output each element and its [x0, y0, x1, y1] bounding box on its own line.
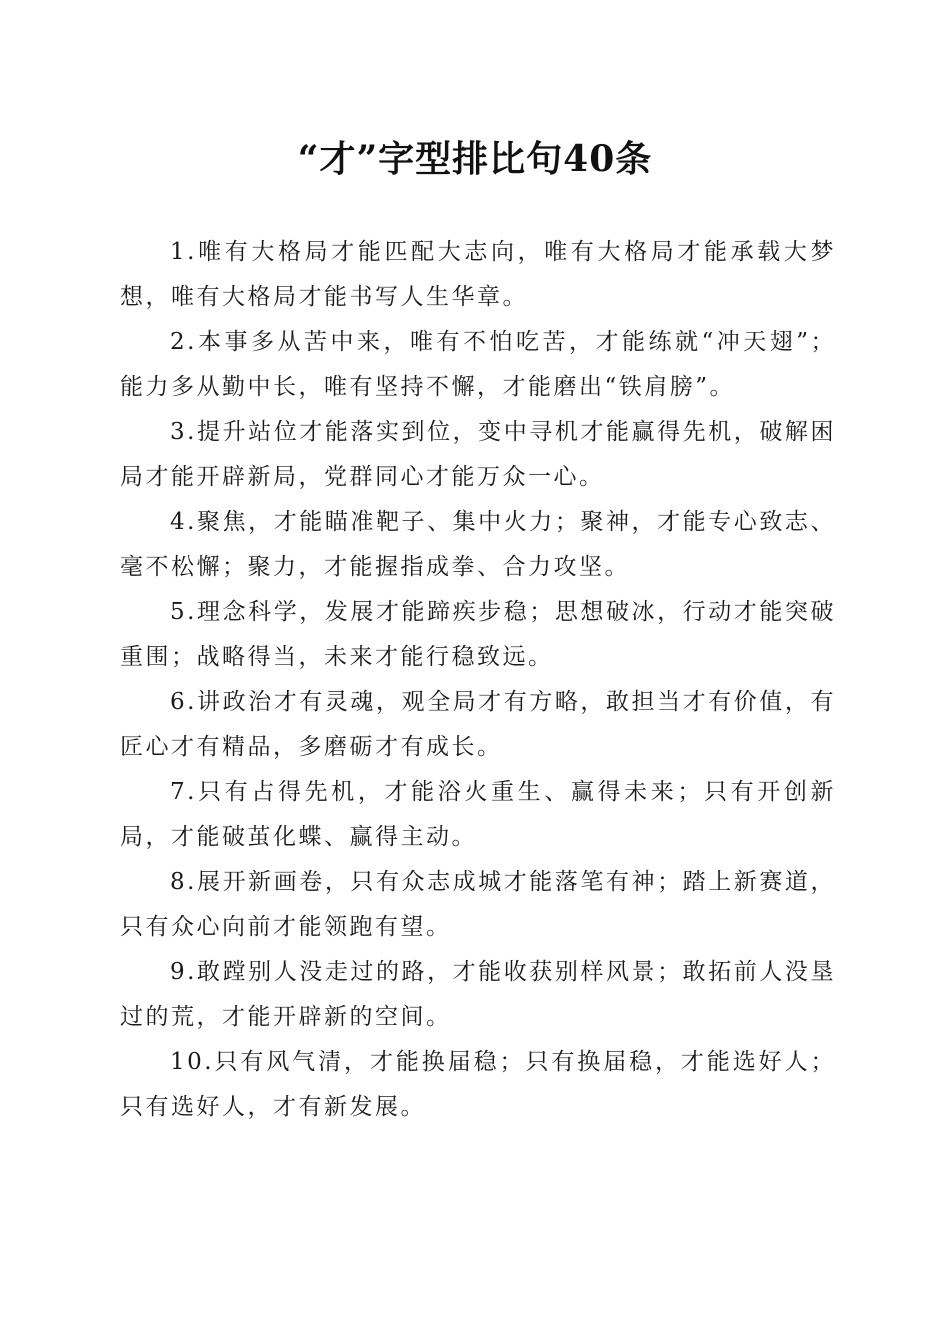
paragraph-3: 3.提升站位才能落实到位，变中寻机才能赢得先机，破解困局才能开辟新局，党群同心才能万众一心。	[120, 419, 836, 490]
document-title: “才”字型排比句40条	[297, 138, 653, 180]
paragraph-7: 7.只有占得先机，才能浴火重生、赢得未来；只有开创新局，才能破茧化蝶、赢得主动。	[120, 779, 836, 850]
paragraph-4: 4.聚焦，才能瞄准靶子、集中火力；聚神，才能专心致志、毫不松懈；聚力，才能握指成拳、合力攻坚。	[120, 509, 836, 580]
paragraph-1: 1.唯有大格局才能匹配大志向，唯有大格局才能承载大梦想，唯有大格局才能书写人生华章。	[120, 239, 836, 310]
paragraph-9: 9.敢蹚别人没走过的路，才能收获别样风景；敢拓前人没垦过的荒，才能开辟新的空间。	[120, 959, 836, 1030]
paragraph-8: 8.展开新画卷，只有众志成城才能落笔有神；踏上新赛道，只有众心向前才能领跑有望。	[120, 869, 836, 940]
paragraph-10: 10.只有风气清，才能换届稳；只有换届稳，才能选好人；只有选好人，才有新发展。	[120, 1049, 836, 1120]
document-body	[120, 230, 836, 1130]
paragraph-5: 5.理念科学，发展才能蹄疾步稳；思想破冰，行动才能突破重围；战略得当，未来才能行稳致远。	[120, 599, 836, 670]
paragraph-2: 2.本事多从苦中来，唯有不怕吃苦，才能练就“冲天翅”；能力多从勤中长，唯有坚持不懈，才能磨出“铁肩膀”。	[120, 329, 836, 400]
paragraph-6: 6.讲政治才有灵魂，观全局才有方略，敢担当才有价值，有匠心才有精品，多磨砺才有成长。	[120, 689, 836, 760]
